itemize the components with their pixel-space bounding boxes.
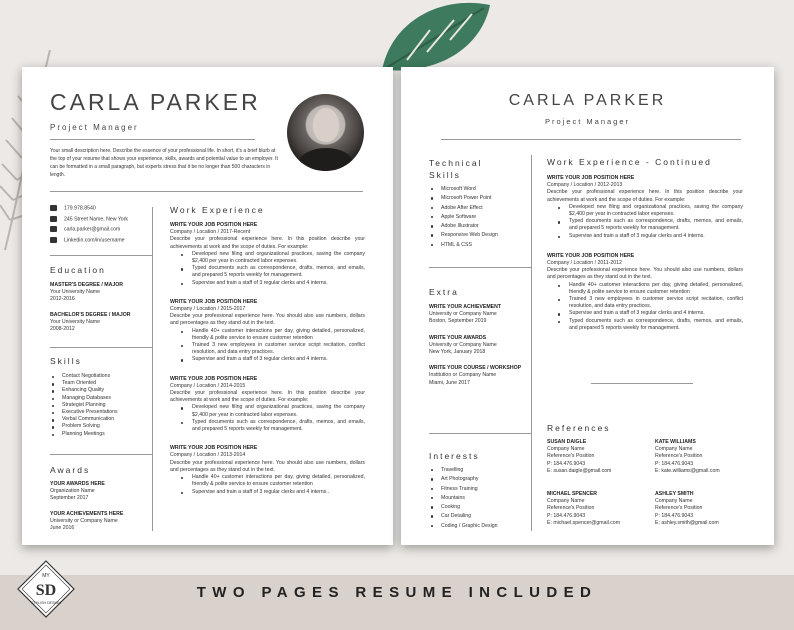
extra-title: WRITE YOUR ACHIEVEMENT: [429, 304, 502, 310]
svg-text:STYLISH DESIGN: STYLISH DESIGN: [31, 601, 61, 605]
section-title-work-continued: Work Experience - Continued: [547, 157, 712, 167]
reference-item: [655, 491, 760, 527]
job-item: [170, 376, 365, 434]
section-title-technical-skills: Technical Skills: [429, 158, 483, 180]
linkedin-icon: [50, 237, 57, 243]
extra-item: [429, 335, 529, 357]
job-bullets: [170, 251, 365, 287]
reference-company: Company Name: [547, 498, 585, 505]
awards-list: [50, 481, 123, 532]
divider: [50, 347, 152, 348]
job-bullets: [170, 328, 365, 364]
skill-item: Verbal Communication: [50, 416, 160, 423]
reference-position: Reference's Position: [655, 453, 703, 460]
award-item: [50, 481, 123, 503]
reference-item: [547, 491, 652, 527]
job-meta: Company / Location / 2011-2012: [547, 260, 622, 267]
interest-item: Cooking: [429, 503, 539, 512]
skills-list: [50, 373, 160, 438]
job-bullet: Typed documents such as correspondence, drafts, memos, and emails, and prepared 5 reports weekly for management.: [547, 318, 743, 332]
reference-item: [655, 439, 760, 475]
interest-item: Car Detailing: [429, 512, 539, 521]
reference-phone: P: 184.476.9043: [547, 460, 586, 467]
extra-date: New York, January 2018: [429, 349, 486, 356]
extra-org: University or Company Name: [429, 311, 497, 318]
interest-item: Travelling: [429, 466, 539, 475]
job-title: WRITE YOUR JOB POSITION HERE: [170, 445, 258, 452]
award-date: September 2017: [50, 495, 89, 502]
column-divider: [531, 155, 532, 531]
reference-email: E: michael.spencer@gmail.com: [547, 519, 621, 526]
job-bullet: Handle 40+ customer interactions per day, giving detailed, personalized, friendly & polite service to ensure customer retention: [170, 328, 365, 342]
reference-item: [547, 439, 652, 475]
extra-date: Miami, June 2017: [429, 379, 470, 386]
job-bullet: Supervise and train a staff of 3 regular clerks and 4 interns.: [547, 310, 743, 317]
degree: BACHELOR'S DEGREE / MAJOR: [50, 311, 131, 318]
resume-name: CARLA PARKER: [508, 92, 667, 109]
skill-item: Executive Presentations: [50, 409, 160, 416]
svg-text:SD: SD: [35, 582, 57, 599]
contact-item: Linkedin.com/in/username: [50, 237, 128, 248]
section-title-work: Work Experience: [170, 205, 265, 215]
reference-name: KATE WILLIAMS: [655, 439, 696, 445]
contact-item: 245 Street Name, New York: [50, 216, 128, 227]
column-divider: [152, 207, 153, 531]
divider: [591, 383, 693, 384]
award-org: Organization Name: [50, 488, 95, 495]
resume-role: Project Manager: [50, 123, 139, 132]
extra-item: [429, 365, 529, 387]
reference-name: SUSAN DAIGLE: [547, 439, 587, 445]
caption-text: TWO PAGES RESUME INCLUDED: [196, 584, 598, 601]
job-bullet: Developed new filing and organizational practices, saving the company $2,400 per year in contracted labor expenses.: [547, 204, 743, 218]
job-bullet: Developed new filing and organizational practices, saving the company $2,400 per year in contracted labor expenses.: [170, 251, 365, 265]
job-title: WRITE YOUR JOB POSITION HERE: [170, 222, 258, 228]
job-bullet: Trained 3 new employees in customer service script recitation, conflict resolution, and data entry practices.: [170, 342, 365, 356]
skill-item: Problem Solving: [50, 423, 160, 430]
job-meta: Company / Location / 2017-Recent: [170, 229, 251, 236]
award-date: June 2016: [50, 525, 75, 532]
job-bullets: [170, 474, 365, 496]
skill-item: Team Oriented: [50, 380, 160, 387]
section-title-references: References: [547, 423, 611, 433]
job-description: Describe your professional experience here. In this position describe your achievements at work and the scope of duties. For example:: [170, 390, 365, 404]
work-list: [547, 175, 743, 332]
job-meta: Company / Location / 2015-2017: [170, 306, 246, 313]
education-item: [50, 282, 131, 304]
education-list: [50, 282, 131, 333]
section-title-extra: Extra: [429, 287, 459, 297]
divider: [429, 267, 531, 268]
reference-position: Reference's Position: [655, 505, 703, 512]
job-meta: Company / Location / 2012-2013: [547, 182, 623, 189]
years: 2008-2012: [50, 326, 75, 333]
email-icon: [50, 226, 57, 232]
reference-name: MICHAEL SPENCER: [547, 491, 598, 497]
job-item: [170, 299, 365, 364]
resume-role: Project Manager: [544, 117, 631, 126]
job-bullet: Supervise and train a staff of 3 regular clerks and 4 interns..: [170, 489, 365, 496]
job-bullet: Handle 40+ customer interactions per day, giving detailed, personalized, friendly & polite service to ensure customer retention: [170, 474, 365, 488]
degree: MASTER'S DEGREE / MAJOR: [50, 282, 124, 288]
svg-text:MY: MY: [42, 573, 50, 579]
tech-skill-item: Responsive Web Design: [429, 231, 539, 240]
job-meta: Company / Location / 2013-2014: [170, 452, 246, 459]
contact-item: 179.978.8540: [50, 205, 128, 216]
extra-title: WRITE YOUR COURSE / WORKSHOP: [429, 365, 522, 372]
job-description: Describe your professional experience here. In this position describe your achievements at work and the scope of duties. For example:: [547, 189, 743, 203]
phone-icon: [50, 205, 57, 211]
interests-list: [429, 466, 539, 531]
reference-email: E: ashley.smith@gmail.com: [655, 519, 719, 526]
job-bullet: Supervise and train a staff of 3 regular clerks and 4 interns.: [547, 233, 743, 240]
school: Your University Name: [50, 289, 100, 296]
reference-phone: P: 184.476.9043: [655, 460, 694, 467]
job-bullet: Trained 3 new employees in customer service script recitation, conflict resolution, and data entry practices.: [547, 296, 743, 310]
tech-skill-item: Adobe After Effect: [429, 204, 539, 213]
contact-item: carla.parker@gmail.com: [50, 226, 128, 237]
extra-list: [429, 304, 529, 387]
tech-skill-item: Adobe Illustrator: [429, 222, 539, 231]
extra-org: Institution or Company Name: [429, 372, 497, 379]
skill-item: Planning Meetings: [50, 431, 160, 438]
reference-phone: P: 184.476.9043: [547, 512, 586, 519]
job-description: Describe your professional experience here. You should also use numbers, dollars and percentages as they stand out in the text.: [170, 313, 365, 327]
tech-skill-item: HTML & CSS: [429, 241, 539, 250]
divider: [50, 139, 255, 140]
job-title: WRITE YOUR JOB POSITION HERE: [170, 298, 258, 305]
profile-photo: [287, 94, 364, 171]
job-description: Describe your professional experience here. You should also use numbers, dollars and percentages as they stand out in the text.: [170, 459, 365, 473]
job-bullets: [547, 204, 743, 240]
interest-item: Fitness Training: [429, 485, 539, 494]
job-bullet: Typed documents such as correspondence, drafts, memos, and emails, and prepared 5 reports weekly for management.: [170, 265, 365, 279]
job-bullet: Supervise and train a staff of 3 regular clerks and 4 interns.: [170, 280, 365, 287]
reference-email: E: susan.daigle@gmail.com: [547, 467, 612, 474]
divider: [50, 191, 363, 192]
skill-item: Enhancing Quality: [50, 387, 160, 394]
award-org: University or Company Name: [50, 517, 118, 524]
interest-item: Mountains: [429, 494, 539, 503]
extra-date: Boston, September 2019: [429, 318, 487, 325]
interest-item: Coding / Graphic Design: [429, 522, 539, 531]
reference-position: Reference's Position: [547, 453, 595, 460]
job-meta: Company / Location / 2014-2015: [170, 382, 246, 389]
section-title-skills: Skills: [50, 356, 82, 366]
job-title: WRITE YOUR JOB POSITION HERE: [547, 252, 635, 259]
award-item: [50, 511, 123, 533]
section-title-interests: Interests: [429, 451, 480, 461]
job-item: [547, 175, 743, 240]
divider: [441, 139, 741, 140]
job-bullet: Supervise and train a staff of 3 regular clerks and 4 interns.: [170, 356, 365, 363]
reference-phone: P: 184.476.9043: [655, 512, 694, 519]
reference-company: Company Name: [655, 446, 693, 453]
reference-company: Company Name: [547, 446, 585, 453]
tech-skill-item: Microsoft Power Point: [429, 194, 539, 203]
resume-page-1: [22, 67, 393, 545]
summary-text: Your small description here. Describe the essence of your professional life. In short, it's a brief blurb at the top of your resume that shows your experience, skills, awards and potential value to an employer. It can be formatted in a small paragraph, but experts stress that it be no longer than 500 characters in length.: [50, 148, 278, 178]
skill-item: Strategist Planning: [50, 402, 160, 409]
reference-name: ASHLEY SMITH: [655, 491, 694, 497]
job-title: WRITE YOUR JOB POSITION HERE: [547, 175, 635, 181]
section-title-education: Education: [50, 265, 106, 275]
divider: [429, 433, 531, 434]
job-description: Describe your professional experience here. You should also use numbers, dollars and percentages as they stand out in the text.: [547, 267, 743, 281]
reference-company: Company Name: [655, 498, 693, 505]
job-title: WRITE YOUR JOB POSITION HERE: [170, 375, 258, 382]
job-bullet: Typed documents such as correspondence, drafts, memos, and emails, and prepared 5 reports weekly for management.: [547, 218, 743, 232]
reference-email: E: kate.williams@gmail.com: [655, 467, 720, 474]
tech-skill-item: Apple Software: [429, 213, 539, 222]
resume-page-2: [401, 67, 774, 545]
job-item: [170, 222, 365, 287]
job-bullet: Handle 40+ customer interactions per day, giving detailed, personalized, friendly & polite service to ensure customer retention: [547, 282, 743, 296]
work-list: [170, 222, 365, 496]
job-item: [547, 253, 743, 332]
reference-position: Reference's Position: [547, 505, 595, 512]
resume-name: CARLA PARKER: [50, 89, 261, 115]
technical-skills-list: [429, 185, 539, 250]
job-description: Describe your professional experience here. In this position describe your achievements at work and the scope of duties. For example:: [170, 236, 365, 250]
award-title: YOUR ACHIEVEMENTS HERE: [50, 510, 124, 517]
extra-title: WRITE YOUR AWARDS: [429, 334, 487, 341]
job-bullets: [170, 404, 365, 433]
skill-item: Contact Negotiations: [50, 373, 160, 380]
years: 2012-2016: [50, 296, 75, 303]
contact-list: [50, 205, 128, 247]
education-item: [50, 312, 131, 334]
skill-item: Managing Databases: [50, 395, 160, 402]
school: Your University Name: [50, 318, 100, 325]
job-item: [170, 445, 365, 495]
divider: [50, 454, 152, 455]
extra-item: [429, 304, 529, 326]
interest-item: Art Photography: [429, 475, 539, 484]
tech-skill-item: Microsoft Word: [429, 185, 539, 194]
section-title-awards: Awards: [50, 465, 91, 475]
job-bullets: [547, 282, 743, 332]
award-title: YOUR AWARDS HERE: [50, 481, 105, 487]
extra-org: University or Company Name: [429, 341, 497, 348]
job-bullet: Typed documents such as correspondence, drafts, memos, and emails, and prepared 5 reports weekly for management.: [170, 419, 365, 433]
job-bullet: Developed new filing and organizational practices, saving the company $2,400 per year in contracted labor expenses.: [170, 404, 365, 418]
home-icon: [50, 216, 57, 222]
divider: [50, 255, 152, 256]
